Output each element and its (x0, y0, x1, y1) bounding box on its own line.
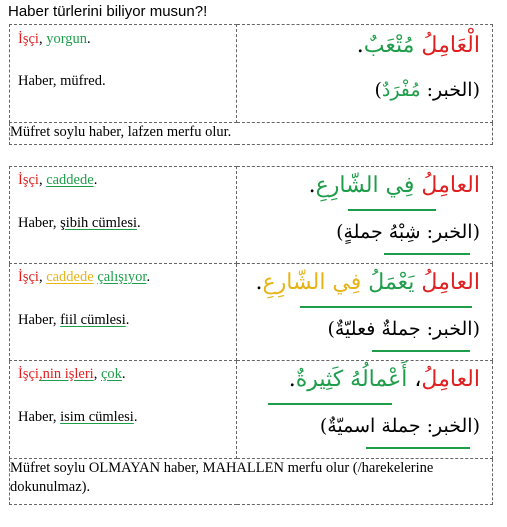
table-footer-row (10, 459, 493, 505)
type-underline (384, 253, 470, 255)
turkish-cell (10, 361, 237, 459)
turkish-note: Haber, şibih cümlesi. (18, 215, 141, 231)
table-row (10, 264, 493, 361)
predicate-underline (268, 403, 392, 405)
footer-note: Müfret soylu OLMAYAN haber, MAHALLEN merfu olur (/harekelerine dokunulmaz). (10, 459, 493, 505)
type-underline (366, 447, 470, 449)
table-row (10, 25, 493, 123)
turkish-cell (10, 264, 237, 361)
word-tired: yorgun (46, 31, 88, 47)
table-row (10, 167, 493, 264)
turkish-sentence: İşçi, yorgun. (18, 31, 91, 47)
turkish-sentence: İşçi, caddede çalışıyor. (18, 269, 151, 285)
turkish-note: Haber, müfred. (18, 73, 106, 89)
turkish-cell (10, 25, 237, 123)
arabic-cell (237, 361, 493, 459)
arabic-subject: الْعَامِلُ (421, 33, 480, 58)
word-worker: İşçi (18, 31, 39, 47)
arabic-predicate: مُتْعَبٌ (363, 33, 415, 58)
arabic-note: (الخبر: جملة اسميّةٌ) (319, 415, 480, 437)
page-title: Haber türlerini biliyor musun?! (8, 3, 208, 20)
arabic-type: مُفْرَدٌ (381, 79, 421, 101)
turkish-note: Haber, fiil cümlesi. (18, 312, 130, 328)
table-footer-row (10, 123, 493, 145)
predicate-underline (300, 306, 472, 308)
arabic-note: (الخبر: جملةٌ فعليّةٌ) (327, 318, 480, 340)
arabic-sentence: العامِلُ فِي الشّارِعِ. (308, 173, 480, 198)
arabic-cell (237, 264, 493, 361)
turkish-note: Haber, isim cümlesi. (18, 409, 138, 425)
arabic-sentence: الْعَامِلُ مُتْعَبٌ. (356, 33, 480, 58)
predicate-underline (348, 209, 436, 211)
turkish-sentence: İşçi, caddede. (18, 172, 98, 188)
arabic-sentence: العامِلُ يَعْمَلُ فِي الشّارِعِ. (255, 270, 480, 295)
table-row (10, 361, 493, 459)
table-gayri-mufred (9, 166, 493, 505)
arabic-cell (237, 167, 493, 264)
turkish-cell (10, 167, 237, 264)
type-underline (372, 350, 470, 352)
arabic-cell (237, 25, 493, 123)
arabic-note: (الخبر: شِبْهُ جملةٍ) (336, 221, 480, 243)
footer-note: Müfret soylu haber, lafzen merfu olur. (10, 123, 493, 145)
word-street: caddede (46, 172, 94, 188)
arabic-note: (الخبر: مُفْرَدٌ) (374, 79, 480, 101)
arabic-sentence: العامِلُ، أَعْمالُهُ كَثِيرةٌ. (288, 367, 480, 392)
turkish-sentence: İşçi,nin işleri, çok. (18, 366, 126, 382)
table-mufred (9, 24, 493, 145)
